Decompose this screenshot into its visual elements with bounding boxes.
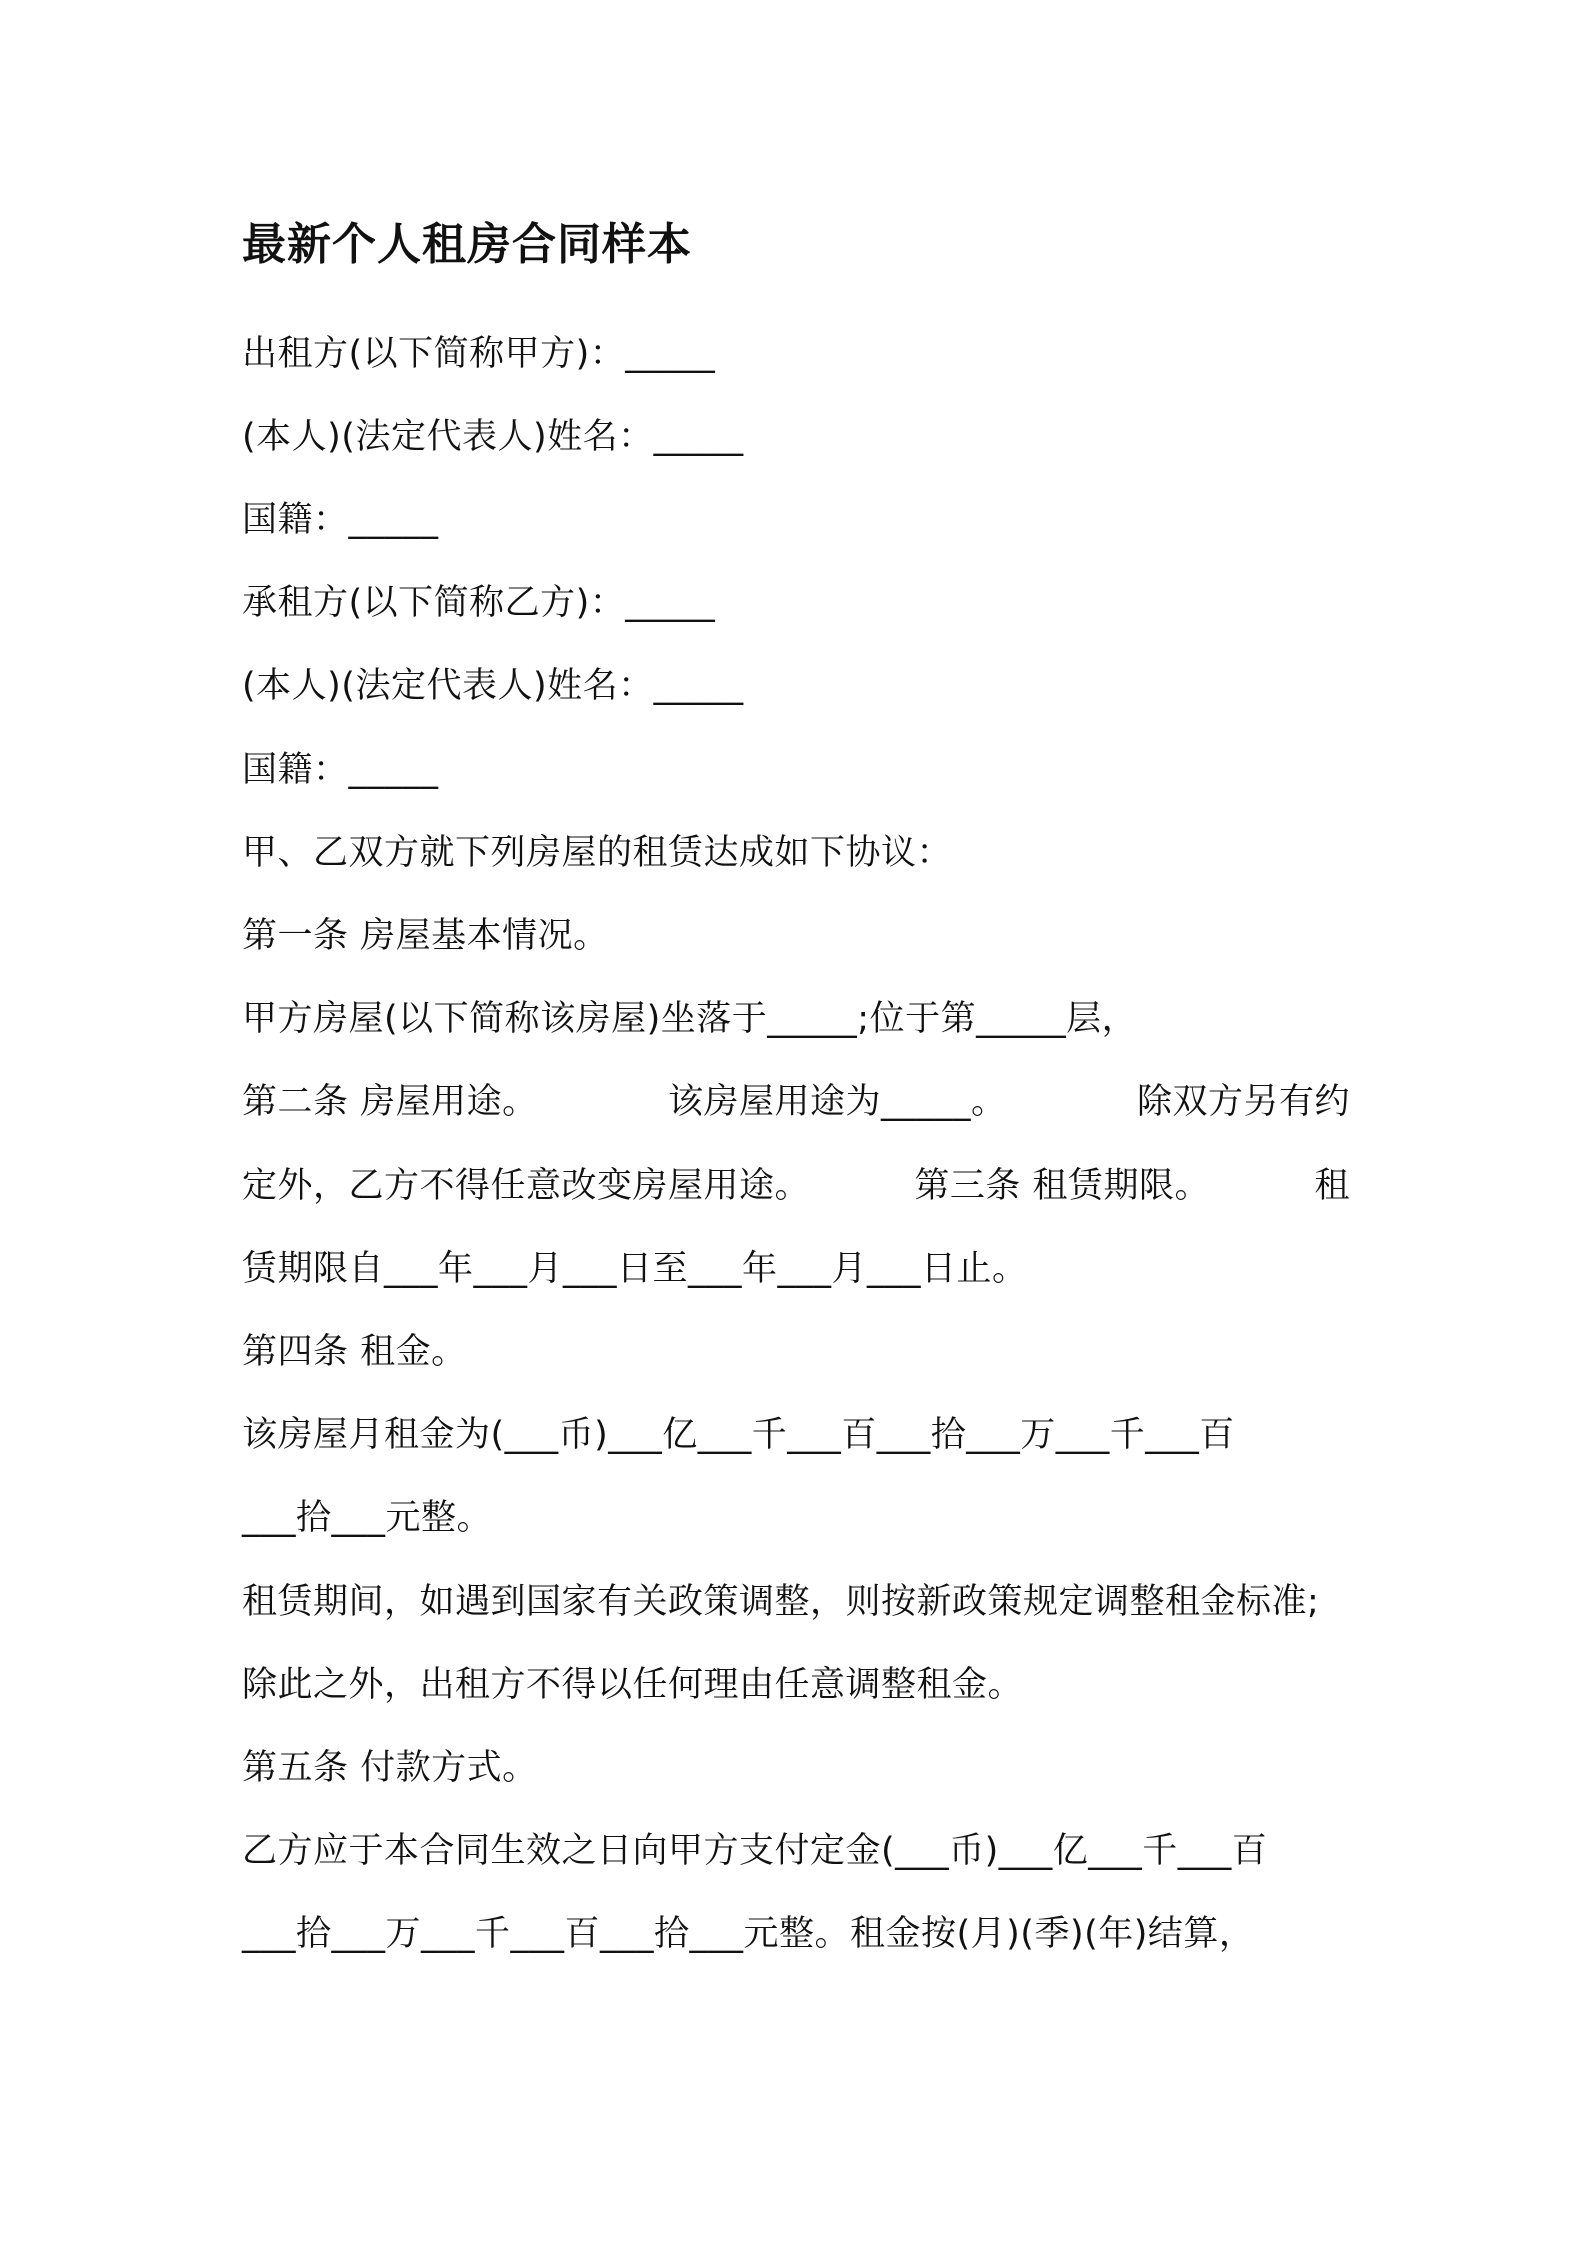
article-3-heading: 第三条 租赁期限。 (914, 1166, 1211, 1206)
agreement-intro-line: 甲、乙双方就下列房屋的租赁达成如下协议： (242, 833, 953, 873)
article-4-rent-line-2: ___拾___元整。 (242, 1498, 493, 1538)
article-2-body-end: 定外，乙方不得任意改变房屋用途。 (242, 1166, 811, 1206)
article-1-heading: 第一条 房屋基本情况。 (242, 916, 609, 956)
article-4-heading: 第四条 租金。 (242, 1332, 467, 1372)
article-4-policy-line-2: 除此之外，出租方不得以任何理由任意调整租金。 (242, 1665, 1024, 1705)
article-3-body-line: 赁期限自___年___月___日至___年___月___日止。 (242, 1249, 1028, 1289)
article-2-3-line (242, 1161, 1350, 1211)
article-2-line (242, 1077, 1350, 1127)
lessee-name-line: (本人)(法定代表人)姓名：_____ (242, 666, 744, 706)
article-3-body-start: 租 (1314, 1166, 1350, 1206)
lessor-line: 出租方(以下简称甲方)：_____ (242, 334, 716, 374)
article-2-heading: 第二条 房屋用途。 (242, 1082, 538, 1122)
lessee-line: 承租方(以下简称乙方)：_____ (242, 583, 716, 623)
lessor-name-line: (本人)(法定代表人)姓名：_____ (242, 417, 744, 457)
article-2-body-start: 除双方另有约 (1136, 1082, 1350, 1122)
article-5-body-line-1: 乙方应于本合同生效之日向甲方支付定金(___币)___亿___千___百 (242, 1831, 1268, 1871)
article-5-heading: 第五条 付款方式。 (242, 1748, 538, 1788)
document-title: 最新个人租房合同样本 (242, 219, 692, 270)
article-4-rent-line-1: 该房屋月租金为(___币)___亿___千___百___拾___万___千___百 (242, 1415, 1235, 1455)
article-4-policy-line-1: 租赁期间，如遇到国家有关政策调整，则按新政策规定调整租金标准; (242, 1582, 1320, 1622)
article-5-body-line-2: ___拾___万___千___百___拾___元整。租金按(月)(季)(年)结算， (242, 1914, 1255, 1954)
lessee-nationality-line: 国籍：_____ (242, 750, 439, 790)
lessor-nationality-line: 国籍：_____ (242, 500, 439, 540)
article-2-usage: 该房屋用途为_____。 (668, 1082, 1007, 1122)
article-1-body-line: 甲方房屋(以下简称该房屋)坐落于_____;位于第_____层， (242, 999, 1138, 1039)
